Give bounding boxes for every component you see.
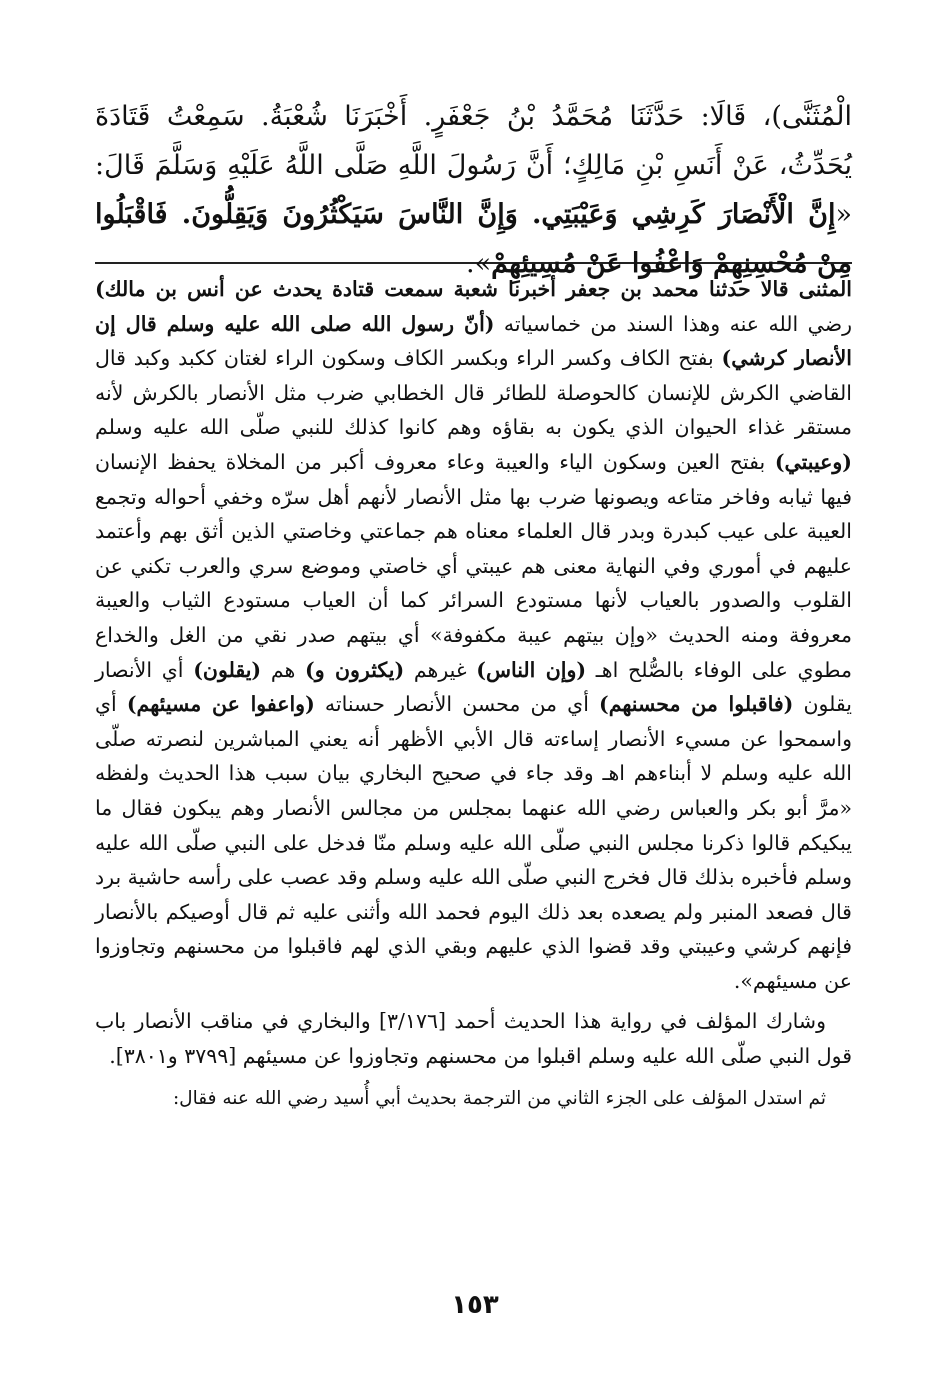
commentary-text: بفتح العين وسكون الياء والعيبة وعاء معروف أكبر من المخلاة يحفظ الإنسان فيها ثيابه وفاخر متاعه ويصونها ضرب بها مثل الأنصار لأنهم أهل سرّه وخفي أحواله وتجمع العيبة على عيب كبدرة وبدر قال العلماء معناه هم جماعتي وخاصتي الذين أثق بهم وأعتمد عليهم في أموري وفي النهاية معنى هم عيبتي أي خاصتي وموضع سري والعرب تكني عن القلوب والصدور بالعياب لأنها مستودع السرائر كما أن العياب مستودع الثياب والعيبة معروفة ومنه الحديث «وإن بيتهم عيبة مكفوفة» أي بيتهم صدر نقي من الغل والخداع مطوي على الوفاء بالصُّلح اهـ xyxy=(95,449,852,682)
hadith-segment-2: ». xyxy=(466,248,492,279)
commentary-bold-phrase: المثنى قالا حدثنا محمد بن جعفر أخبرنا شعبة سمعت قتادة يحدث عن أنس بن مالك) xyxy=(95,277,852,301)
commentary-text: بفتح الكاف وكسر الراء وبكسر الكاف وسكون الراء لغتان ككبد وكبد قال القاضي الكرش للإنسان كالحوصلة للطائر قال الخطابي ضرب مثل الأنصار بالكرش لأنه مستقر غذاء الحيوان الذي يكون به بقاؤه وهم كانوا كذلك للنبي صلّى الله عليه وسلم xyxy=(95,346,852,440)
commentary-bold-phrase: (وإن الناس) xyxy=(476,657,587,682)
commentary-bold-phrase: (يقلون) xyxy=(193,657,262,682)
commentary-bold-phrase: (يكثرون و) xyxy=(305,657,405,682)
hadith-segment-1: الْمُثَنَّى)، قَالَا: حَدَّثَنَا مُحَمَّدُ بْنُ جَعْفَرٍ. أَخْبَرَنَا شُعْبَةُ. سَمِعْتُ قَتَادَةَ يُحَدِّثُ، عَنْ أَنَسِ بْنِ مَالِكٍ؛ أَنَّ رَسُولَ اللَّهِ صَلَّى اللَّهُ عَلَيْهِ وَسَلَّمَ قَالَ: « xyxy=(95,101,852,230)
commentary-paragraph-3: ثم استدل المؤلف على الجزء الثاني من الترجمة بحديث أبي أُسيد رضي الله عنه فقال: xyxy=(172,1087,826,1109)
commentary-bold-phrase: (وعيبتي) xyxy=(774,449,852,474)
commentary-bold-phrase: (أنّ رسول الله صلى الله عليه وسلم قال إن الأنصار كرشي) xyxy=(95,311,852,371)
hadith-text xyxy=(95,92,852,279)
commentary-text: أي الأنصار يقلون xyxy=(95,657,852,717)
commentary-bold-phrase: (فاقبلوا من محسنهم) xyxy=(599,692,794,717)
commentary xyxy=(95,272,852,1114)
hadith-bold-text: إِنَّ الْأَنْصَارَ كَرِشِي وَعَيْبَتِي. وَإِنَّ النَّاسَ سَيَكْثُرُونَ وَيَقِلُّونَ. فَاقْبَلُوا مِنْ مُحْسِنِهِمْ وَاعْفُوا عَنْ مُسِيئِهِمْ xyxy=(95,199,852,279)
commentary-text: أي من محسن الأنصار حسناته xyxy=(314,692,600,717)
commentary-text: هم xyxy=(261,657,306,682)
book-page xyxy=(95,92,852,1344)
page-number: ١٥٣ xyxy=(451,1290,499,1320)
commentary-text: غيرهم xyxy=(404,657,477,682)
commentary-paragraph-2: وشارك المؤلف في رواية هذا الحديث أحمد [٣/١٧٦] والبخاري في مناقب الأنصار باب قول النبي صلّى الله عليه وسلم اقبلوا من محسنهم وتجاوزوا عن مسيئهم [٣٧٩٩ و٣٨٠١]. xyxy=(95,1009,852,1069)
commentary-text: أي واسمحوا عن مسيء الأنصار إساءته قال الأبي الأظهر أنه يعني المباشرين لنصرته صلّى الله عليه وسلم لا أبناءهم اهـ وقد جاء في صحيح البخاري بيان سبب هذا الحديث ولفظه «مرَّ أبو بكر والعباس رضي الله عنهما بمجلس من مجالس الأنصار وهم يبكون فقال ما يبكيكم قالوا ذكرنا مجلس النبي صلّى الله عليه وسلم منّا فدخل على النبي صلّى الله عليه وسلم فأخبره بذلك قال فخرج النبي صلّى الله عليه وسلم وقد عصب على رأسه حاشية برد قال فصعد المنبر ولم يصعده بعد ذلك اليوم فحمد الله وأثنى عليه ثم قال أوصيكم بالأنصار فإنهم كرشي وعيبتي وقد قضوا الذي عليهم وبقي الذي لهم فاقبلوا من محسنهم وتجاوزوا عن مسيئهم». xyxy=(95,692,852,993)
commentary-paragraph-1 xyxy=(95,272,852,998)
commentary-bold-phrase: (واعفوا عن مسيئهم) xyxy=(126,692,315,717)
commentary-text: رضي الله عنه وهذا السند من خماسياته xyxy=(494,311,853,336)
